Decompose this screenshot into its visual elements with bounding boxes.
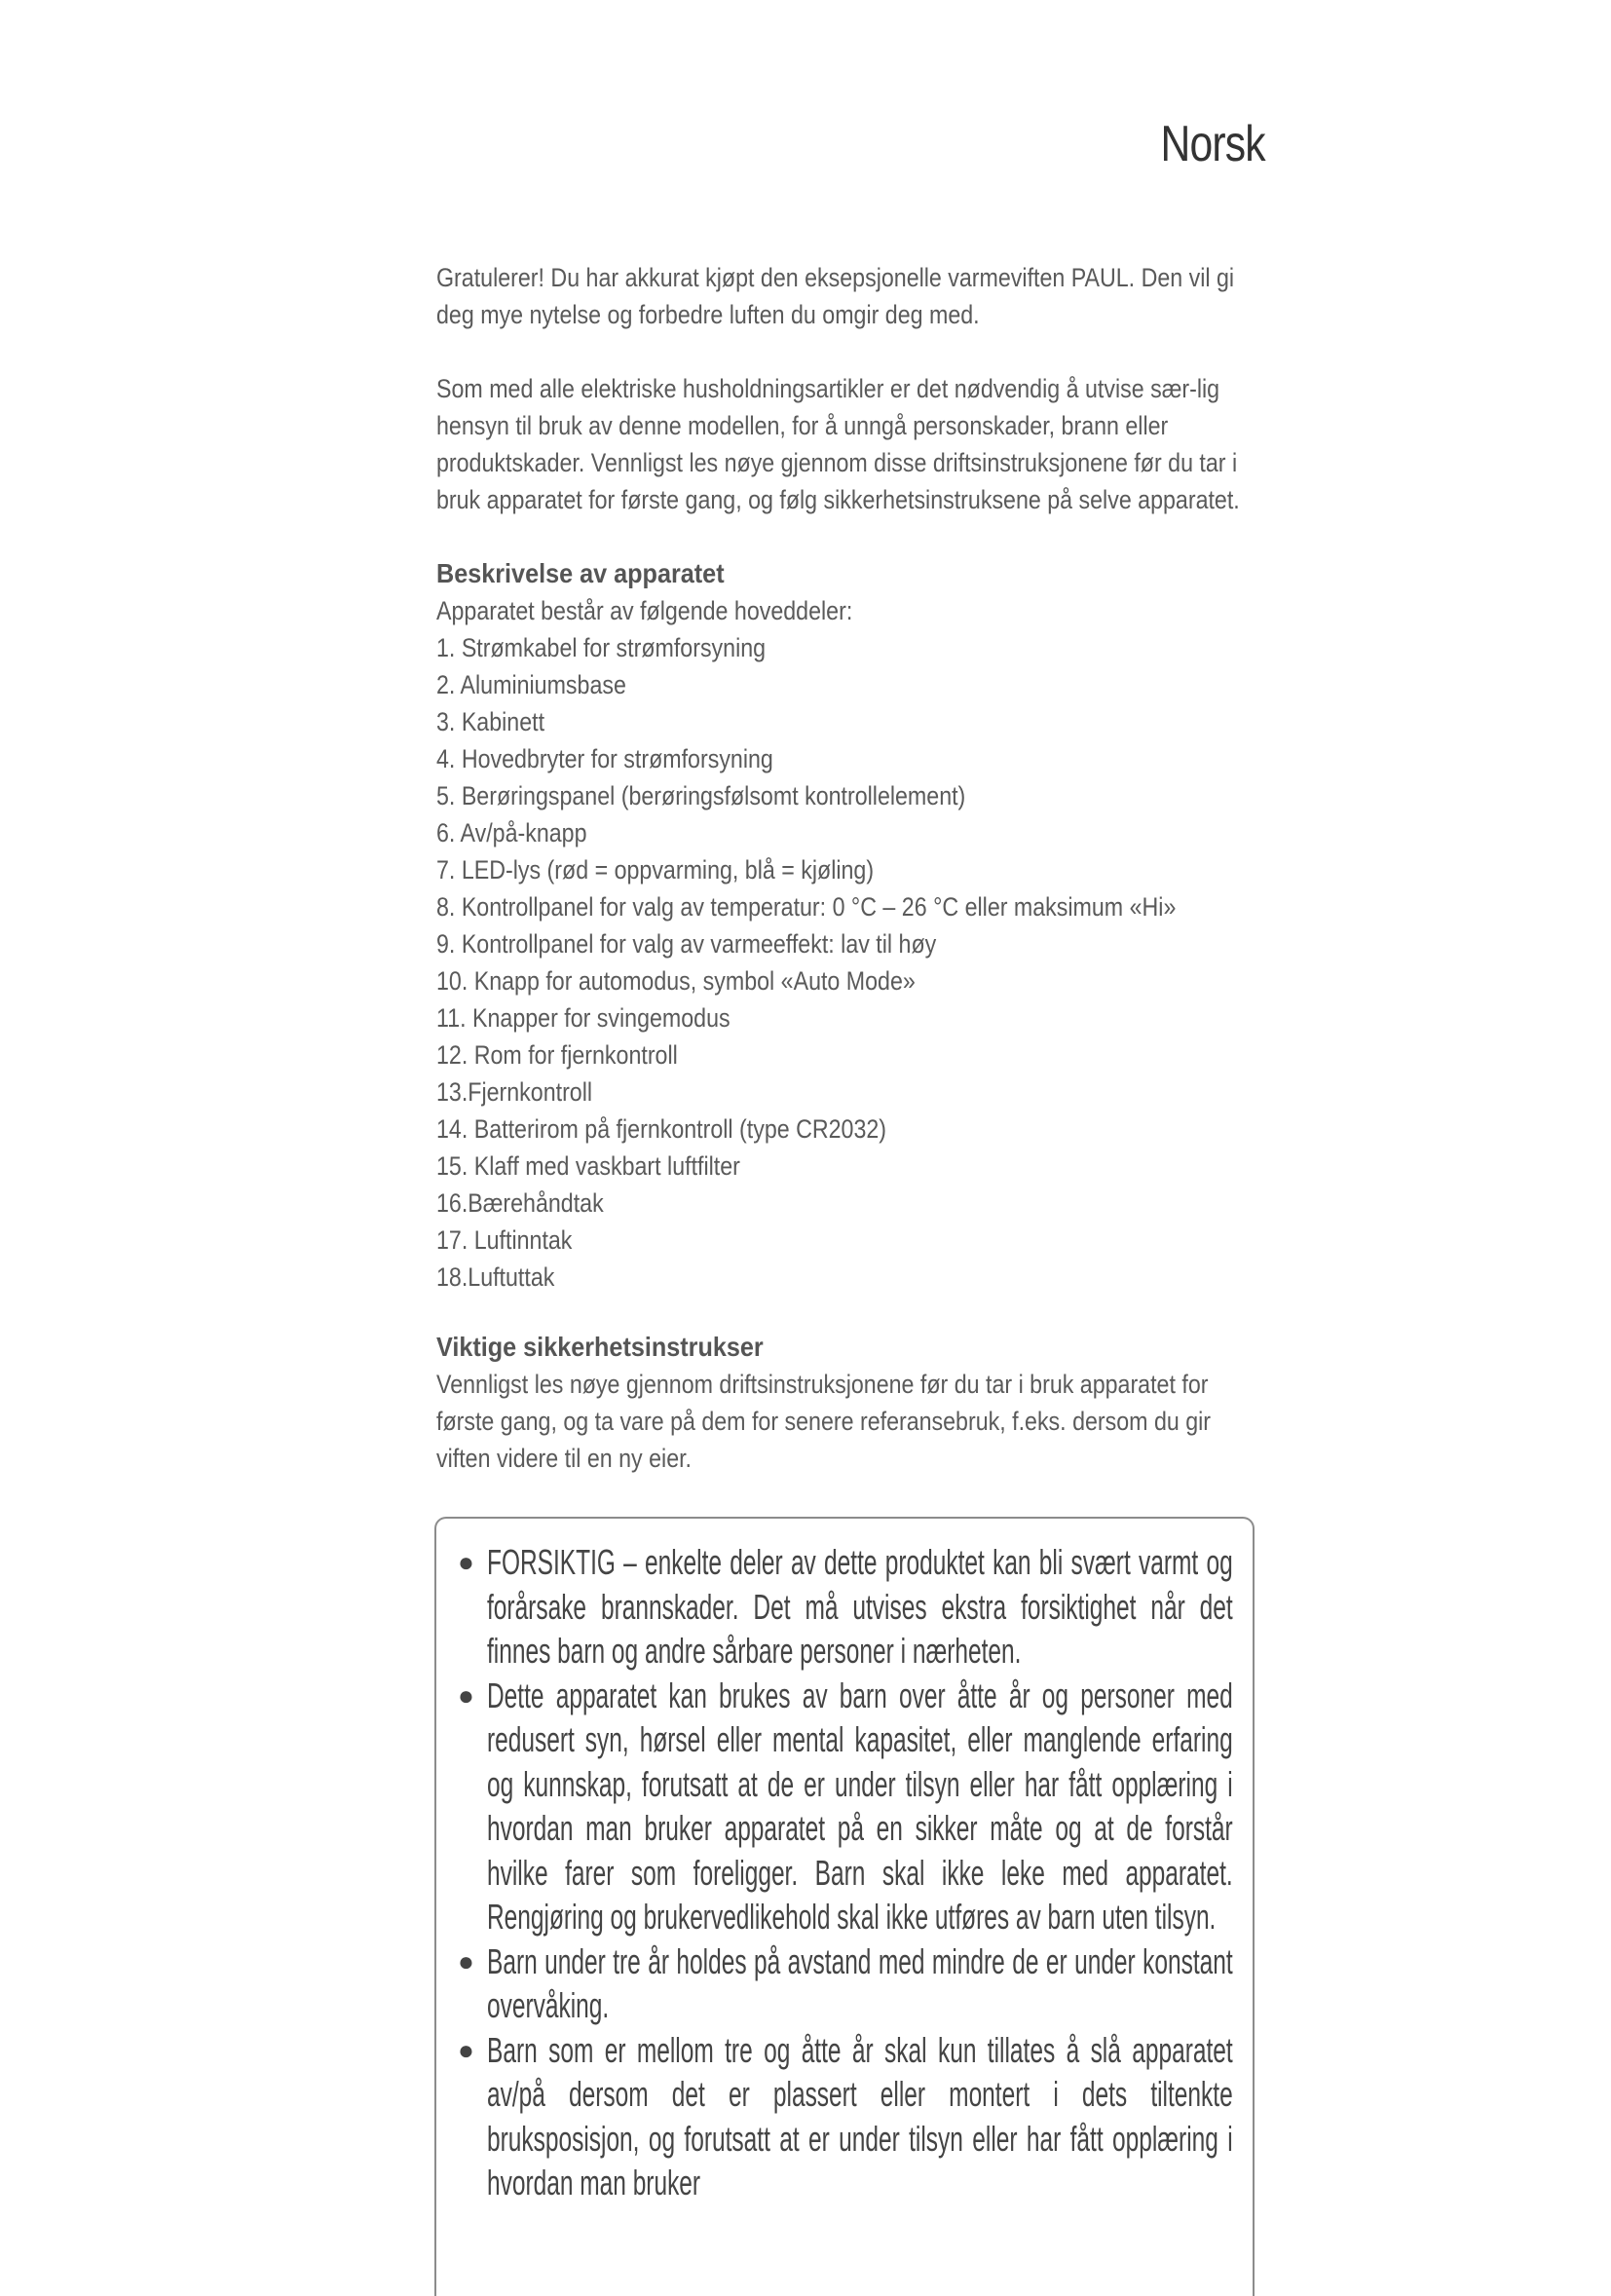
parts-list-item: 15. Klaff med vaskbart luftfilter xyxy=(436,1151,740,1181)
parts-list-item: 7. LED-lys (rød = oppvarming, blå = kjøling) xyxy=(436,855,875,885)
warning-text: FORSIKTIG – enkelte deler av dette produktet kan bli svært varmt og forårsake brannskader. Det må utvises ekstra forsiktighet når det finnes barn og andre sårbare personer i nærheten. xyxy=(487,1542,1233,1671)
parts-list-item: 16.Bærehåndtak xyxy=(436,1188,604,1218)
warning-text: Barn under tre år holdes på avstand med mindre de er under konstant overvåking. xyxy=(487,1940,1233,2025)
parts-list-item: 18.Luftuttak xyxy=(436,1262,555,1292)
parts-list-item: 12. Rom for fjernkontroll xyxy=(436,1040,678,1070)
warning-text: Barn som er mellom tre og åtte år skal kun tillates å slå apparatet av/på dersom det er plassert eller montert i dets tiltenkte bruksposisjon, og forutsatt at er under tilsyn eller har fått opplæring i hvordan man bruker xyxy=(487,2029,1233,2202)
warning-item xyxy=(458,2028,1233,2205)
parts-list-item: 1. Strømkabel for strømforsyning xyxy=(436,633,767,662)
bullet-icon: ● xyxy=(458,2034,474,2065)
parts-list-item: 11. Knapper for svingemodus xyxy=(436,1003,731,1033)
safety-lead xyxy=(436,1366,1256,1477)
parts-list-item: 4. Hovedbryter for strømforsyning xyxy=(436,744,773,773)
parts-list-item: 10. Knapp for automodus, symbol «Auto Mode» xyxy=(436,966,916,996)
parts-list-item: 17. Luftinntak xyxy=(436,1225,573,1255)
warning-item xyxy=(458,1540,1233,1674)
description-title: Beskrivelse av apparatet xyxy=(436,558,725,588)
intro-paragraph-1-text: Gratulerer! Du har akkurat kjøpt den eksepsjonelle varmeviften PAUL. Den vil gi deg mye nytelse og forbedre luften du omgir deg med. xyxy=(436,263,1235,329)
warning-item xyxy=(458,1939,1233,2028)
parts-list-item: 9. Kontrollpanel for valg av varmeeffekt: lav til høy xyxy=(436,929,937,959)
bullet-icon: ● xyxy=(458,1679,474,1711)
safety-title: Viktige sikkerhetsinstrukser xyxy=(436,1332,764,1362)
warning-text: Dette apparatet kan brukes av barn over åtte år og personer med redusert syn, hørsel eller mental kapasitet, eller manglende erfaring og kunnskap, forutsatt at de er under tilsyn eller har fått opplæring i hvordan man bruker apparatet på en sikker måte og at de forstår hvilke farer som foreligger. Barn skal ikke leke med apparatet. Rengjøring og brukervedlikehold skal ikke utføres av barn uten tilsyn. xyxy=(487,1675,1233,1937)
manual-content xyxy=(436,259,1256,1477)
bullet-icon: ● xyxy=(458,1547,474,1577)
parts-list xyxy=(436,629,1256,1296)
parts-list-item: 3. Kabinett xyxy=(436,707,545,736)
parts-list-item: 5. Berøringspanel (berøringsfølsomt kontrollelement) xyxy=(436,781,966,810)
description-lead xyxy=(436,592,1256,629)
language-heading: Norsk xyxy=(1160,116,1265,172)
intro-paragraph-2-text: Som med alle elektriske husholdningsartikler er det nødvendig å utvise sær-lig hensyn til bruk av denne modellen, for å unngå personskader, brann eller produktskader. Vennligst les nøye gjennom disse driftsinstruksjonene før du tar i bruk apparatet for første gang, og følg sikkerhetsinstruksene på selve apparatet. xyxy=(436,374,1240,514)
safety-lead-text: Vennligst les nøye gjennom driftsinstruksjonene før du tar i bruk apparatet for første gang, og ta vare på dem for senere referansebruk, f.eks. dersom du gir viften videre til en ny eier. xyxy=(436,1370,1212,1473)
description-lead-text: Apparatet består av følgende hoveddeler: xyxy=(436,596,853,625)
parts-list-item: 14. Batterirom på fjernkontroll (type CR2032) xyxy=(436,1114,887,1144)
parts-list-item: 8. Kontrollpanel for valg av temperatur: 0 °C – 26 °C eller maksimum «Hi» xyxy=(436,892,1177,922)
parts-list-item: 13.Fjernkontroll xyxy=(436,1077,593,1107)
parts-list-item: 2. Aluminiumsbase xyxy=(436,670,626,699)
warning-item xyxy=(458,1674,1233,1939)
bullet-icon: ● xyxy=(458,1945,474,1976)
warning-list xyxy=(436,1519,1253,2205)
intro-paragraph-1 xyxy=(436,259,1256,333)
intro-paragraph-2 xyxy=(436,370,1256,518)
warning-box xyxy=(434,1517,1255,2296)
parts-list-item: 6. Av/på-knapp xyxy=(436,818,587,847)
